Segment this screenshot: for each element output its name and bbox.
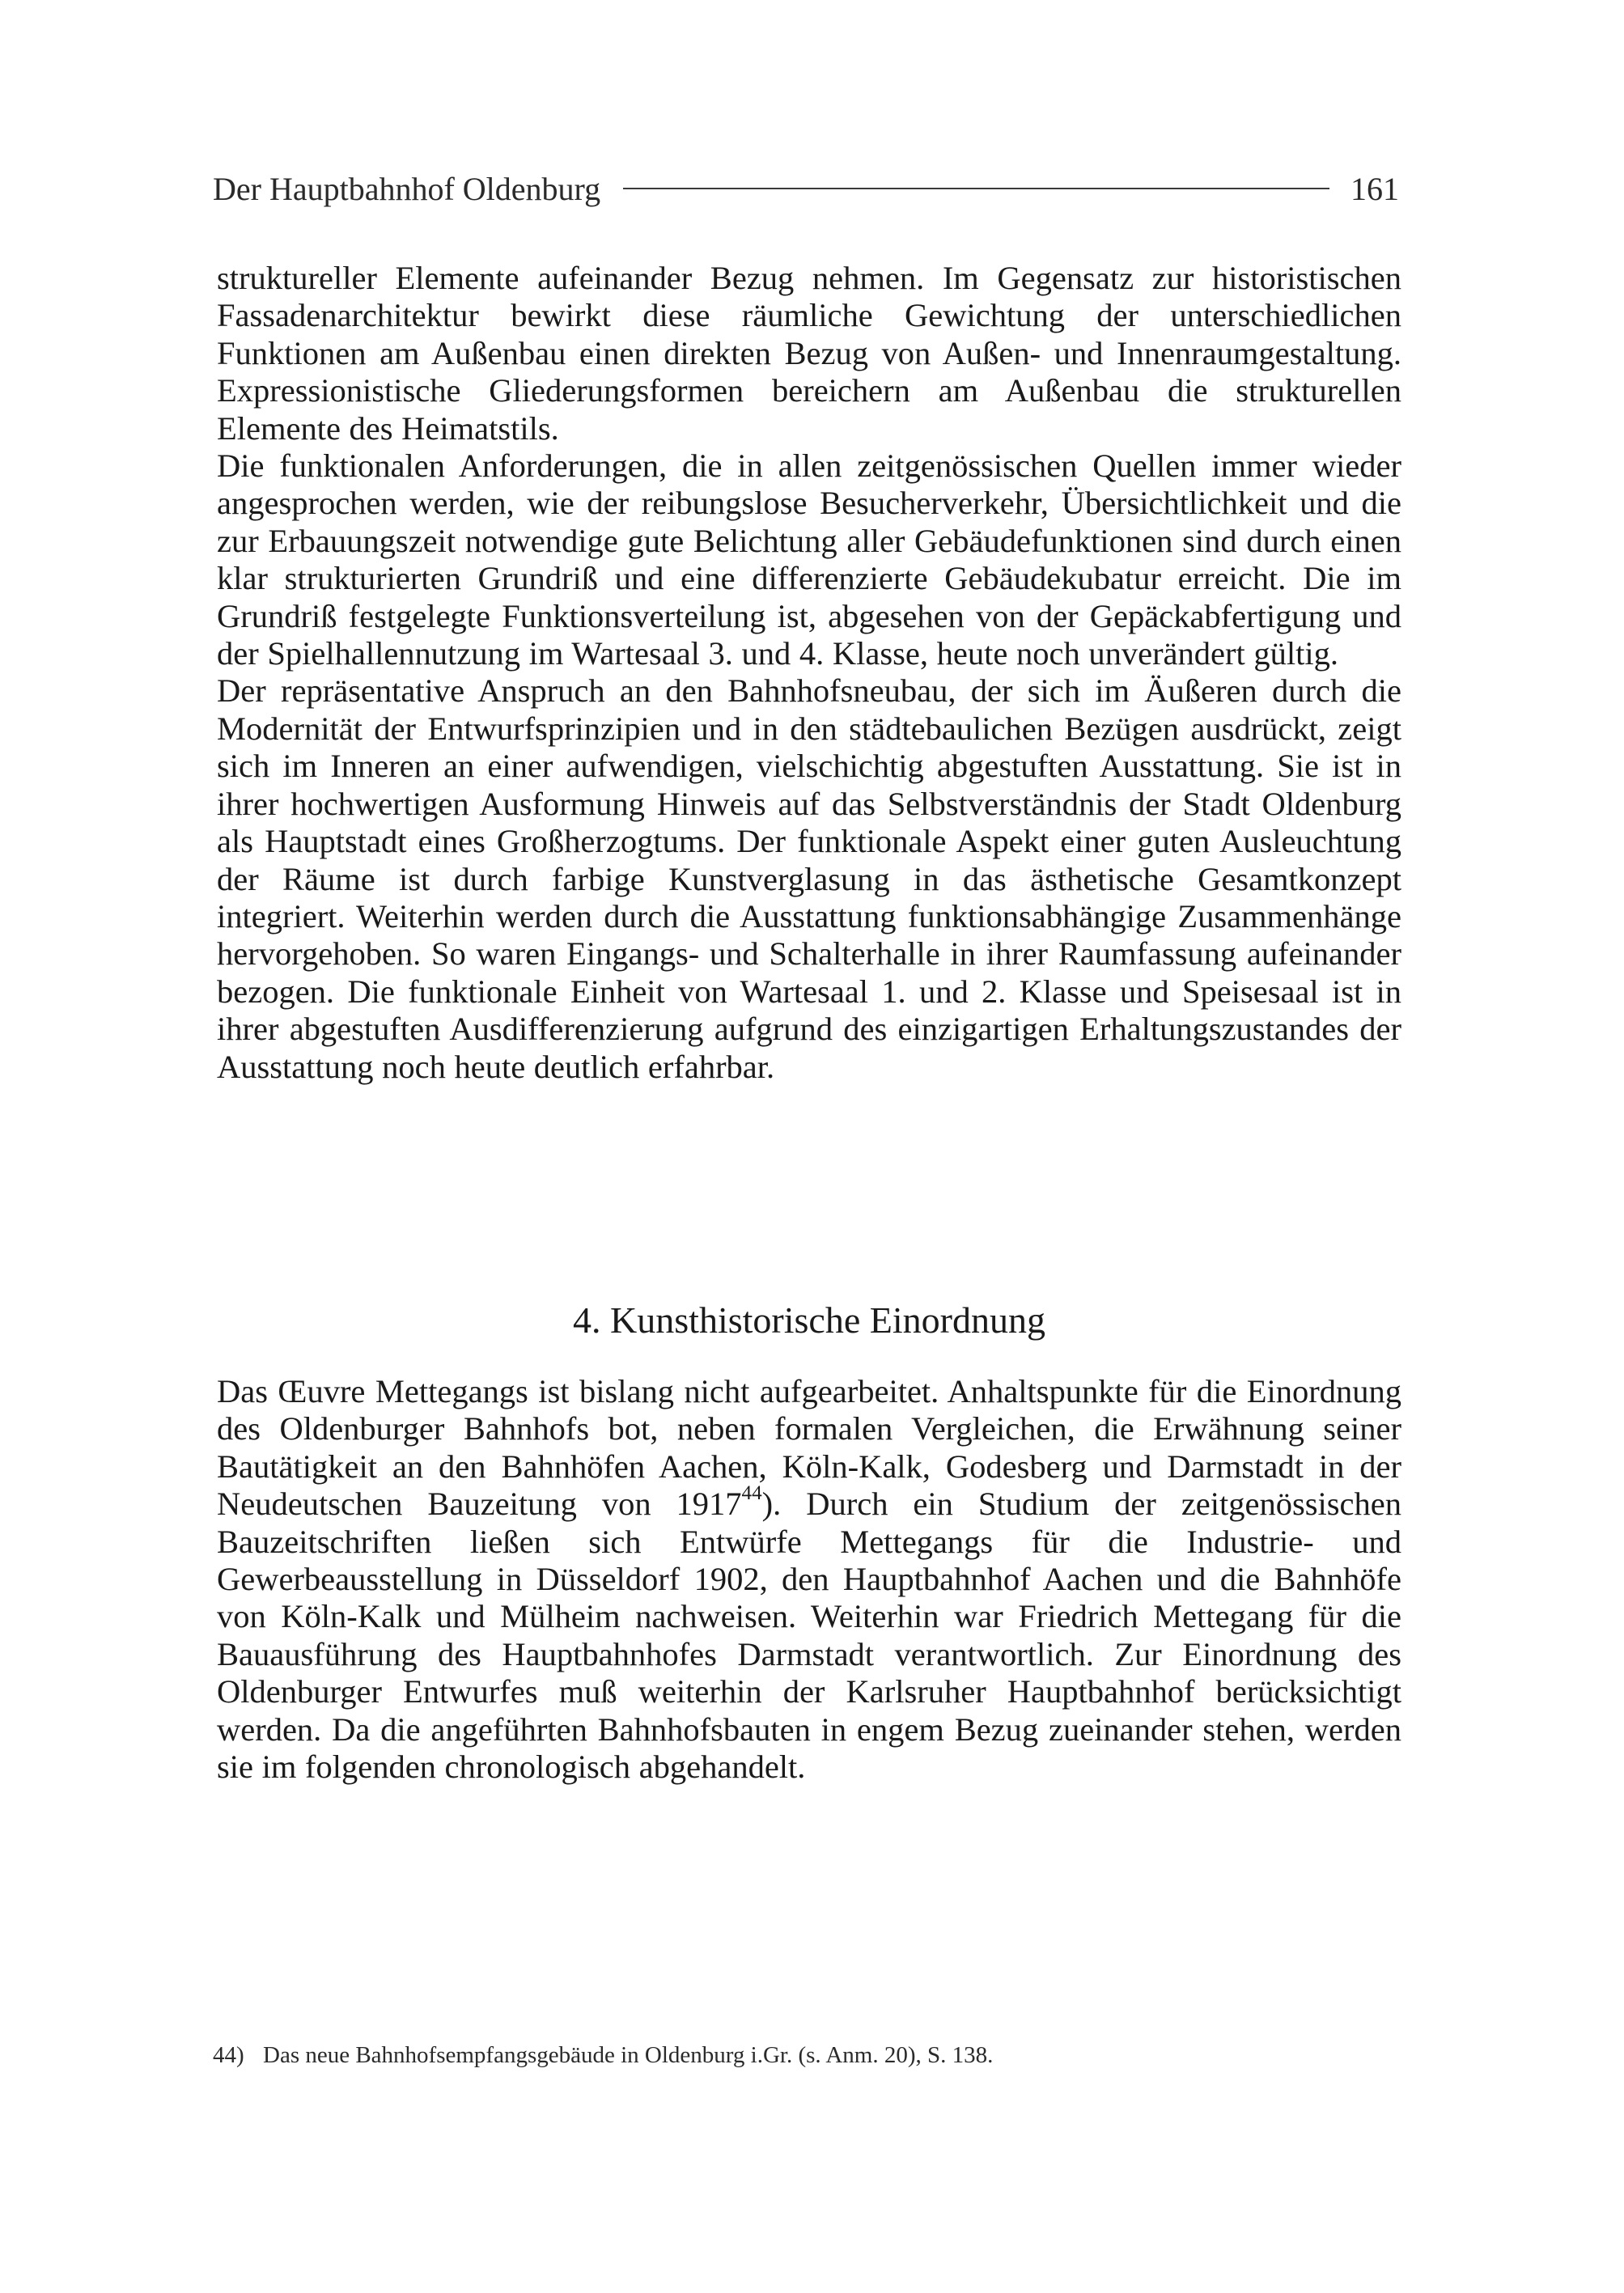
paragraph-text-part-1: Das Œuvre Mettegangs ist bislang nicht aufgearbeitet. Anhaltspunkte für die Einordnung des Oldenburger Bahnhofs bot, neben formalen Vergleichen, die Erwähnung seiner Bautätigkeit an den Bahnhöfen Aachen, Köln-Kalk, Godesberg und Darmstadt in der Neudeutschen Bauzeitung von 1917 [217, 1373, 1401, 1523]
paragraph: Der repräsentative Anspruch an den Bahnhofsneubau, der sich im Äußeren durch die Modernität der Entwurfsprinzipien und in den städtebaulichen Bezügen ausdrückt, zeigt sich im Inneren an einer aufwendigen, vielschichtig abgestuften Ausstattung. Sie ist in ihrer hochwertigen Ausformung Hinweis auf das Selbstverständnis der Stadt Oldenburg als Hauptstadt eines Großherzogtums. Der funktionale Aspekt einer guten Ausleuchtung der Räume ist durch farbige Kunstverglasung in das ästhetische Gesamtkonzept integriert. Weiterhin werden durch die Ausstattung funktionsabhängige Zusammenhänge hervorgehoben. So waren Eingangs- und Schalterhalle in ihrer Raumfassung aufeinander bezogen. Die funktionale Einheit von Wartesaal 1. und 2. Klasse und Speisesaal ist in ihrer abgestuften Ausdifferenzierung aufgrund des einzigartigen Erhaltungszustandes der Ausstattung noch heute deutlich erfahrbar. [217, 672, 1401, 1085]
section-heading: 4. Kunsthistorische Einordnung [573, 1299, 1045, 1341]
paragraph-text-part-2: ). Durch ein Studium der zeitgenössischen Bauzeitschriften ließen sich Entwürfe Mettegangs für die Industrie- und Gewerbeausstellung in Düsseldorf 1902, den Hauptbahnhof Aachen und die Bahnhöfe von Köln-Kalk und Mülheim nachweisen. Weiterhin war Friedrich Mettegang für die Bauausführung des Hauptbahnhofes Darmstadt verantwortlich. Zur Einordnung des Oldenburger Entwurfes muß weiterhin der Karlsruher Hauptbahnhof berücksichtigt werden. Da die angeführten Bahnhofsbauten in engem Bezug zueinander stehen, werden sie im folgenden chronologisch abgehandelt. [217, 1486, 1402, 1786]
paragraph: struktureller Elemente aufeinander Bezug nehmen. Im Gegensatz zur historistischen Fassadenarchitektur bewirkt diese räumliche Gewichtung der unterschiedlichen Funktionen am Außenbau einen direkten Bezug von Außen- und Innenraumgestaltung. Expressionistische Gliederungsformen bereichern am Außenbau die strukturellen Elemente des Heimatstils. [217, 260, 1401, 447]
footnote [213, 2039, 1394, 2071]
header-rule [623, 188, 1329, 189]
footnote-marker: 44) [213, 2042, 244, 2068]
running-title: Der Hauptbahnhof Oldenburg [213, 170, 601, 207]
body-text-section-1 [217, 260, 1401, 1086]
paragraph: Die funktionalen Anforderungen, die in allen zeitgenössischen Quellen immer wieder angesprochen werden, wie der reibungslose Besucherverkehr, Übersichtlichkeit und die zur Erbauungszeit notwendige gute Belichtung aller Gebäudefunktionen sind durch einen klar strukturierten Grundriß und eine differenzierte Gebäudekubatur erreicht. Die im Grundriß festgelegte Funktionsverteilung ist, abgesehen von der Gepäckabfertigung und der Spielhallennutzung im Wartesaal 3. und 4. Klasse, heute noch unverändert gültig. [217, 447, 1401, 672]
page-number: 161 [1351, 170, 1399, 207]
footnote-text: Das neue Bahnhofsempfangsgebäude in Oldenburg i.Gr. (s. Anm. 20), S. 138. [263, 2042, 994, 2068]
footnote-reference[interactable]: 44 [741, 1481, 762, 1504]
paragraph [217, 1373, 1401, 1786]
running-header [213, 166, 1399, 211]
body-text-section-2 [217, 1373, 1401, 1786]
